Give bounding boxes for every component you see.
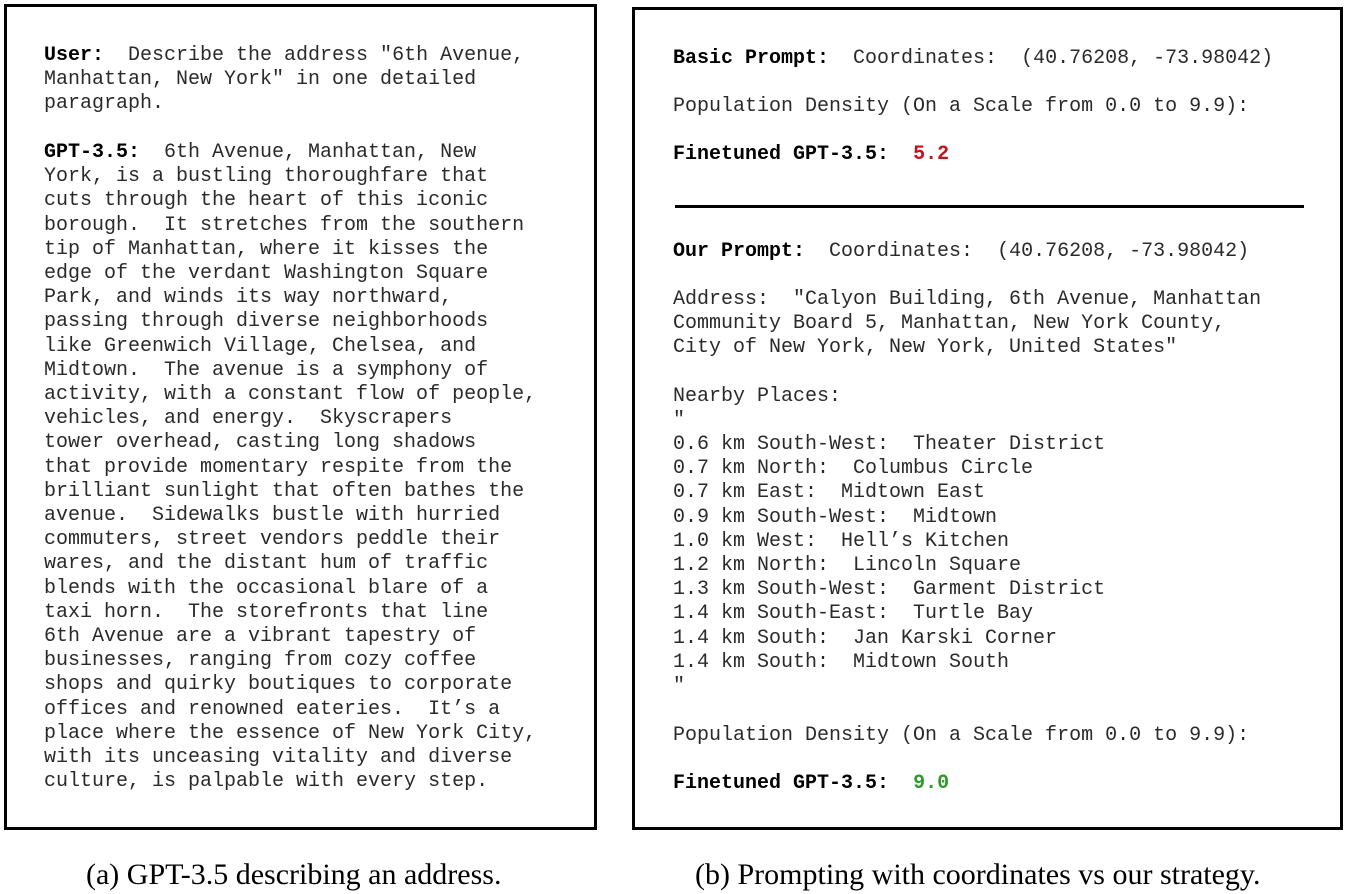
address-text: Address: "Calyon Building, 6th Avenue, Manhattan Community Board 5, Manhattan, New York County, City of New York, New York, United States" <box>673 288 1262 360</box>
user-label: User: <box>44 44 105 67</box>
panel-a <box>4 4 597 830</box>
nearby-list <box>673 433 1105 675</box>
basic-coords: Coordinates: (40.76208, -73.98042) <box>829 47 1274 70</box>
basic-finetuned-label: Finetuned GPT-3.5: <box>673 143 890 166</box>
quote-open: " <box>673 409 686 432</box>
nearby-place-item: 0.9 km South-West: Midtown <box>673 505 998 529</box>
gpt-response <box>44 141 536 794</box>
nearby-place-item: 0.6 km South-West: Theater District <box>673 433 1106 456</box>
nearby-header: Nearby Places: <box>673 385 842 408</box>
basic-prompt-line <box>673 47 1273 71</box>
our-finetuned-value: 9.0 <box>913 772 950 795</box>
gpt-label: GPT-3.5: <box>44 141 141 164</box>
basic-finetuned-value: 5.2 <box>913 143 950 166</box>
our-density-question: Population Density (On a Scale from 0.0 to 9.9): <box>673 724 1250 747</box>
nearby-place-item: 1.4 km South: Jan Karski Corner <box>673 626 1058 650</box>
quote-close: " <box>673 675 686 698</box>
our-finetuned-label: Finetuned GPT-3.5: <box>673 772 890 795</box>
nearby-place-item: 1.4 km South: Midtown South <box>673 650 1010 674</box>
caption-b: (b) Prompting with coordinates vs our strategy. <box>695 858 1261 891</box>
basic-prompt-label: Basic Prompt: <box>673 47 830 70</box>
nearby-place-item: 1.2 km North: Lincoln Square <box>673 554 1022 578</box>
basic-density-question: Population Density (On a Scale from 0.0 to 9.9): <box>673 95 1250 118</box>
user-message <box>44 44 524 117</box>
user-text: Describe the address "6th Avenue, Manhattan, New York" in one detailed paragraph. <box>44 44 525 116</box>
nearby-place-item: 0.7 km East: Midtown East <box>673 481 986 505</box>
our-prompt-label: Our Prompt: <box>673 240 806 263</box>
gpt-text: 6th Avenue, Manhattan, New York, is a bustling thoroughfare that cuts through the heart of this iconic borough. It stretches from the southern tip of Manhattan, where it kisses the edge of the verdant Washington Square Park, and winds its way northward, passing through diverse neighborhoods like Greenwich Village, Chelsea, and Midtown. The avenue is a symphony of activity, with a constant flow of people, vehicles, and energy. Skyscrapers tower overhead, casting long shadows that provide momentary respite from the brilliant sunlight that often bathes the avenue. Sidewalks bustle with hurried commuters, street vendors peddle their wares, and the distant hum of traffic blends with the occasional blare of a taxi horn. The storefronts that line 6th Avenue are a vibrant tapestry of businesses, ranging from cozy coffee shops and quirky boutiques to corporate offices and renowned eateries. It’s a place where the essence of New York City, with its unceasing vitality and diverse culture, is palpable with every step. <box>44 141 537 794</box>
basic-finetuned-line <box>673 143 949 167</box>
panel-b <box>632 7 1343 830</box>
nearby-place-item: 1.4 km South-East: Turtle Bay <box>673 602 1034 626</box>
section-divider <box>675 205 1304 208</box>
our-finetuned-line <box>673 772 949 796</box>
our-prompt-line <box>673 240 1249 264</box>
our-coords: Coordinates: (40.76208, -73.98042) <box>805 240 1250 263</box>
nearby-place-item: 0.7 km North: Columbus Circle <box>673 457 1034 481</box>
caption-a: (a) GPT-3.5 describing an address. <box>86 858 502 891</box>
nearby-place-item: 1.0 km West: Hell’s Kitchen <box>673 529 1010 553</box>
nearby-place-item: 1.3 km South-West: Garment District <box>673 578 1106 602</box>
